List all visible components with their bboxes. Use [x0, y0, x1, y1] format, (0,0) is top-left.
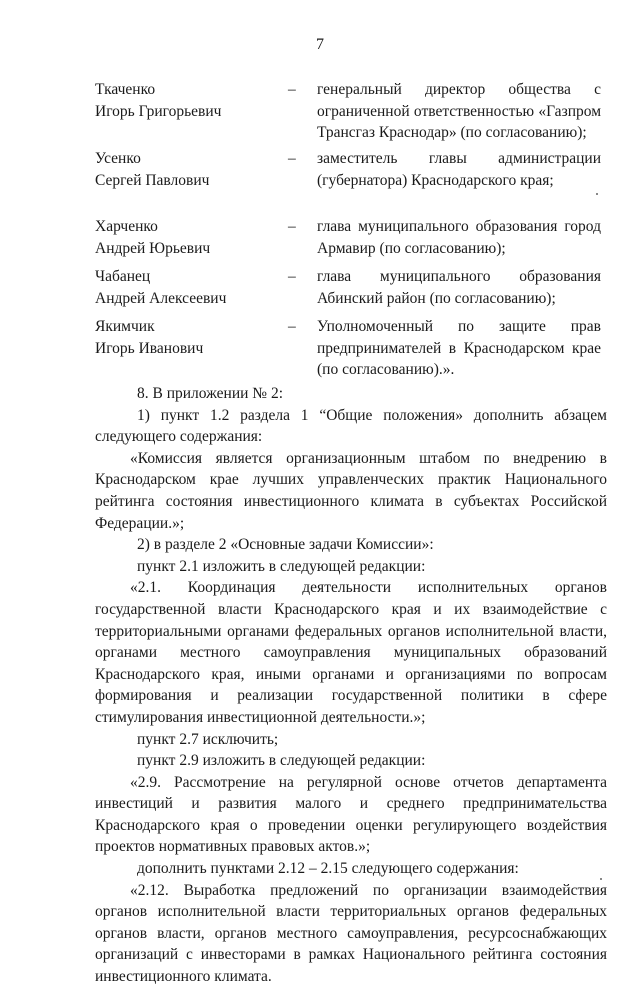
paragraph: пункт 2.1 изложить в следующей редакции: — [137, 557, 426, 575]
paragraph: пункт 2.9 изложить в следующей редакции: — [137, 752, 426, 770]
member-surname: Харченко — [95, 218, 158, 235]
member-role: Уполномоченный по защите прав предпринимателей в Краснодарском крае (по согласованию).». — [317, 318, 601, 378]
paragraph: пункт 2.7 исключить; — [137, 730, 279, 748]
paragraph: 8. В приложении № 2: — [137, 385, 284, 402]
member-role: генеральный директор общества с ограниченной ответственностью «Газпром Трансгаз Краснодар» (по согласованию); — [317, 81, 601, 141]
paragraph: 2) в разделе 2 «Основные задачи Комиссии»: — [137, 536, 434, 554]
amendment-text — [95, 383, 607, 988]
member-role: глава муниципального образования город Армавир (по согласованию); — [317, 218, 601, 257]
member-surname: Чабанец — [95, 268, 151, 285]
paragraph: «2.1. Координация деятельности исполнительных органов государственной власти Краснодарского края и их взаимодействие с территориальными органами федеральных органов исполнительной власти, органами местного самоуправления муниципальных образований Краснодарского края, иными органами и организациями по вопросам формирования и реализации государственной политики в сфере стимулирования инвестиционной деятельности.»; — [95, 579, 607, 726]
page-number: 7 — [316, 36, 324, 53]
member-given-names: Игорь Григорьевич — [95, 102, 222, 120]
member-name — [95, 216, 275, 259]
paragraph: 1) пункт 1.2 раздела 1 “Общие положения» дополнить абзацем следующего содержания: — [95, 406, 607, 446]
member-name — [95, 148, 275, 191]
member-given-names: Сергей Павлович — [95, 171, 210, 189]
member-dash: – — [288, 318, 296, 335]
paragraph: «2.9. Рассмотрение на регулярной основе отчетов департамента инвестиций и развития малого и среднего предпринимательства Краснодарского края о проведении оценки регулирующего воздействия проектов нормативных правовых актов.»; — [95, 773, 607, 856]
member-surname: Ткаченко — [95, 81, 156, 98]
scan-speck — [600, 878, 602, 880]
paragraph: «Комиссия является организационным штабом по внедрению в Краснодарском крае лучших управленческих практик Национального рейтинга состояния инвестиционного климата в субъектах Российской Федерации.»; — [95, 449, 607, 532]
scan-speck — [596, 193, 598, 195]
member-name — [95, 79, 275, 122]
member-role: заместитель главы администрации (губернатора) Краснодарского края; — [317, 150, 601, 189]
member-name — [95, 266, 275, 309]
member-dash: – — [288, 81, 296, 98]
member-name — [95, 316, 275, 359]
member-surname: Якимчик — [95, 318, 155, 335]
member-dash: – — [288, 268, 296, 285]
member-given-names: Игорь Иванович — [95, 339, 204, 357]
member-surname: Усенко — [95, 150, 141, 167]
paragraph: «2.12. Выработка предложений по организации взаимодействия органов исполнительной власти территориальных органов федеральных органов власти, органов местного самоуправления, ресурсоснабжающих организаций с инвесторами в рамках Национального рейтинга состояния инвестиционного климата. — [95, 881, 607, 986]
member-dash: – — [288, 150, 296, 167]
paragraph: дополнить пунктами 2.12 – 2.15 следующего содержания: — [137, 860, 519, 878]
member-given-names: Андрей Алексеевич — [95, 289, 227, 307]
member-role: глава муниципального образования Абинский район (по согласованию); — [317, 268, 601, 307]
member-dash: – — [288, 218, 296, 235]
member-given-names: Андрей Юрьевич — [95, 239, 211, 257]
